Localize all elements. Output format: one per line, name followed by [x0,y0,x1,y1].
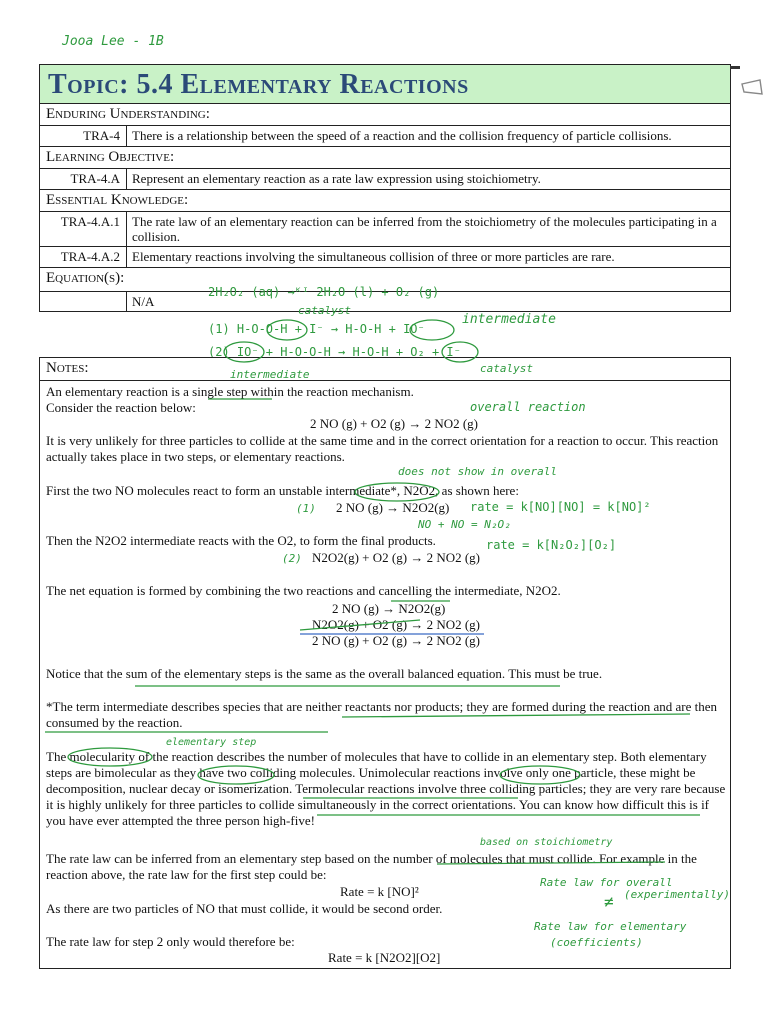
learning-objective-heading: Learning Objective: [40,147,730,169]
hw-overall-reaction: overall reaction [470,400,586,414]
row-text: Elementary reactions involving the simultaneous collision of three or more particles are rare. [132,249,615,264]
hw-rate-step1: rate = k[NO][NO] = k[NO]² [470,500,651,514]
hw-mark-1: (1) [296,502,316,515]
notes-p4: First the two NO molecules react to form an unstable intermediate*, N2O2, as shown here: [46,483,519,498]
row-code: TRA-4.A.2 [40,247,127,267]
row-text: Represent an elementary reaction as a rate law expression using stoichiometry. [132,171,541,186]
equations-heading: Equation(s): [40,268,730,292]
hw-step2: (2) IO⁻ + H-O-O-H → H-O-H + O₂ + I⁻ [208,345,461,359]
hw-equation: 2H₂O₂ (aq) →ᴷᴵ 2H₂O (l) + O₂ (g) [208,285,440,299]
knowledge-row [40,247,730,268]
essential-knowledge-heading: Essential Knowledge: [40,190,730,212]
row-text: The rate law of an elementary reaction can be inferred from the stoichiometry of the molecules participating in a collision. [132,214,717,244]
row-code: TRA-4 [40,126,127,146]
notes-p12: The rate law for step 2 only would therefore be: [46,934,295,949]
hw-catalyst: catalyst [480,362,533,375]
hw-intermediate: intermediate [230,368,310,381]
topic-header [40,65,730,104]
hw-not-equal: ≠ [604,892,614,911]
side-tab-icon [730,64,768,104]
knowledge-row [40,212,730,247]
net-eq-3: 2 NO (g) + O2 (g) → 2 NO2 (g) [312,633,480,648]
hw-does-not-show: does not show in overall [398,465,557,478]
hw-mark-2: (2) [282,552,302,565]
enduring-row [40,126,730,147]
eq-step2: N2O2(g) + O2 (g) → 2 NO2 (g) [312,550,480,565]
equations-value: N/A [132,294,155,309]
hw-catalyst: catalyst [298,304,351,317]
notes-heading: Notes: [40,358,730,381]
rate-law-1: Rate = k [NO]² [340,884,419,899]
notes-p8: *The term intermediate describes species that are neither reactants nor products; they are formed during the reaction and are then consumed by the reaction. [46,699,718,730]
objective-row [40,169,730,190]
topic-title: Topic: 5.4 Elementary Reactions [48,69,469,100]
notes-p2: Consider the reaction below: [46,400,196,415]
enduring-understanding-heading: Enduring Understanding: [40,104,730,126]
notes-p7: Notice that the sum of the elementary steps is the same as the overall balanced equation. This must be true. [46,666,603,681]
row-code: TRA-4.A.1 [40,212,127,246]
eq-step1: 2 NO (g) → N2O2(g) [336,500,450,515]
rate-law-2: Rate = k [N2O2][O2] [328,950,441,965]
notes-p11: As there are two particles of NO that must collide, it would be second order. [46,901,443,916]
net-eq-1: 2 NO (g) → N2O2(g) [332,601,446,616]
row-code [40,292,127,311]
notes-p3: It is very unlikely for three particles to collide at the same time and in the correct orientation for a reaction to occur. This reaction actually takes place in two steps, or elementary reactions. [46,433,719,464]
hw-rate-step2: rate = k[N₂O₂][O₂] [486,538,617,552]
net-eq-2: N2O2(g) + O2 (g) → 2 NO2 (g) [312,617,480,632]
row-text: There is a relationship between the speed of a reaction and the collision frequency of particle collisions. [132,128,672,143]
notes-p9: The molecularity of the reaction describes the number of molecules that have to collide in an elementary step. Both elementary steps are bimolecular as they have two colliding molecules. Unimolecular reactions involve only one particle, these might be decomposition, nuclear decay or isomerization. Termolecular reactions involve three colliding particles; they are very rare because it is highly unlikely for three particles to collide simultaneously in the correct orientations. You can know how difficult this is if you have ever attempted the three person high-five! [46,749,726,828]
hw-not-n2o2: NO + NO = N₂O₂ [418,518,511,531]
notes-p1: An elementary reaction is a single step within the reaction mechanism. [46,384,414,399]
hw-coefficients: (coefficients) [550,936,643,949]
hw-based-on: based on stoichiometry [480,837,613,848]
hw-elementary-step: elementary step [166,737,257,748]
notes-p6: The net equation is formed by combining the two reactions and cancelling the intermediate, N2O2. [46,583,561,598]
hw-step1: (1) H-O-O-H + I⁻ → H-O-H + IO⁻ [208,322,425,336]
eq-overall: 2 NO (g) + O2 (g) → 2 NO2 (g) [310,416,478,431]
notes-p5: Then the N2O2 intermediate reacts with the O2, to form the final products. [46,533,436,548]
row-code: TRA-4.A [40,169,127,189]
notes-p10: The rate law can be inferred from an elementary step based on the number of molecules that must collide. For example in the reaction above, the rate law for the first step could be: [46,851,697,882]
topic-table [39,64,731,312]
hw-rate-overall: Rate law for overall [540,876,673,889]
hw-experimentally: (experimentally) [624,888,730,901]
hw-intermediate: intermediate [462,312,556,327]
hw-rate-elementary: Rate law for elementary [534,920,687,933]
author-handwriting: Jooa Lee - 1B [62,34,164,49]
